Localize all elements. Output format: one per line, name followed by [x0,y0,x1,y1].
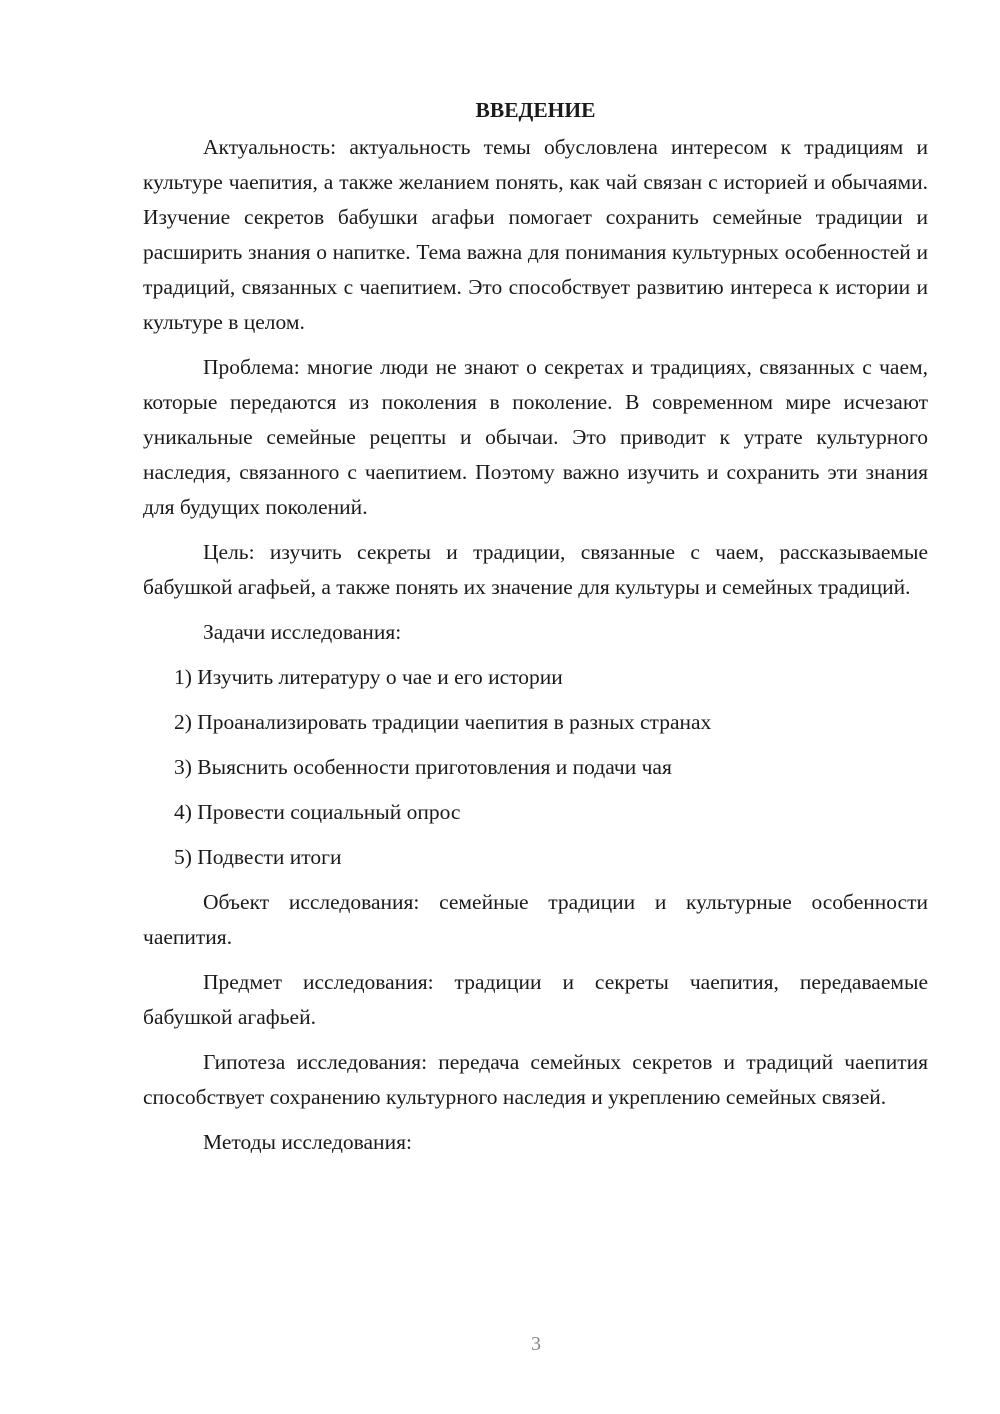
page-content [143,92,928,1160]
hypothesis-paragraph: Гипотеза исследования: передача семейных секретов и традиций чаепития способствует сохранению культурного наследия и укреплению семейных связей. [143,1050,928,1109]
subject-paragraph: Предмет исследования: традиции и секреты чаепития, передаваемые бабушкой агафьей. [143,970,928,1029]
task-item-5: 5) Подвести итоги [174,845,342,869]
task-item-1: 1) Изучить литературу о чае и его истории [174,665,563,689]
page-number: 3 [531,1333,541,1355]
task-item-4: 4) Провести социальный опрос [174,800,461,824]
tasks-list [143,660,928,875]
goal-paragraph: Цель: изучить секреты и традиции, связанные с чаем, рассказываемые бабушкой агафьей, а также понять их значение для культуры и семейных традиций. [143,540,928,599]
task-item-3: 3) Выяснить особенности приготовления и подачи чая [174,755,672,779]
methods-heading: Методы исследования: [203,1130,412,1154]
task-item-2: 2) Проанализировать традиции чаепития в разных странах [174,710,712,734]
tasks-heading: Задачи исследования: [203,620,402,644]
section-title: ВВЕДЕНИЕ [475,98,596,122]
relevance-paragraph: Актуальность: актуальность темы обусловлена интересом к традициям и культуре чаепития, а также желанием понять, как чай связан с историей и обычаями. Изучение секретов бабушки агафьи помогает сохранить семейные традиции и расширить знания о напитке. Тема важна для понимания культурных особенностей и традиций, связанных с чаепитием. Это способствует развитию интереса к истории и культуре в целом. [143,135,928,334]
object-paragraph: Объект исследования: семейные традиции и культурные особенности чаепития. [143,890,928,949]
problem-paragraph: Проблема: многие люди не знают о секретах и традициях, связанных с чаем, которые передаются из поколения в поколение. В современном мире исчезают уникальные семейные рецепты и обычаи. Это приводит к утрате культурного наследия, связанного с чаепитием. Поэтому важно изучить и сохранить эти знания для будущих поколений. [143,355,928,519]
